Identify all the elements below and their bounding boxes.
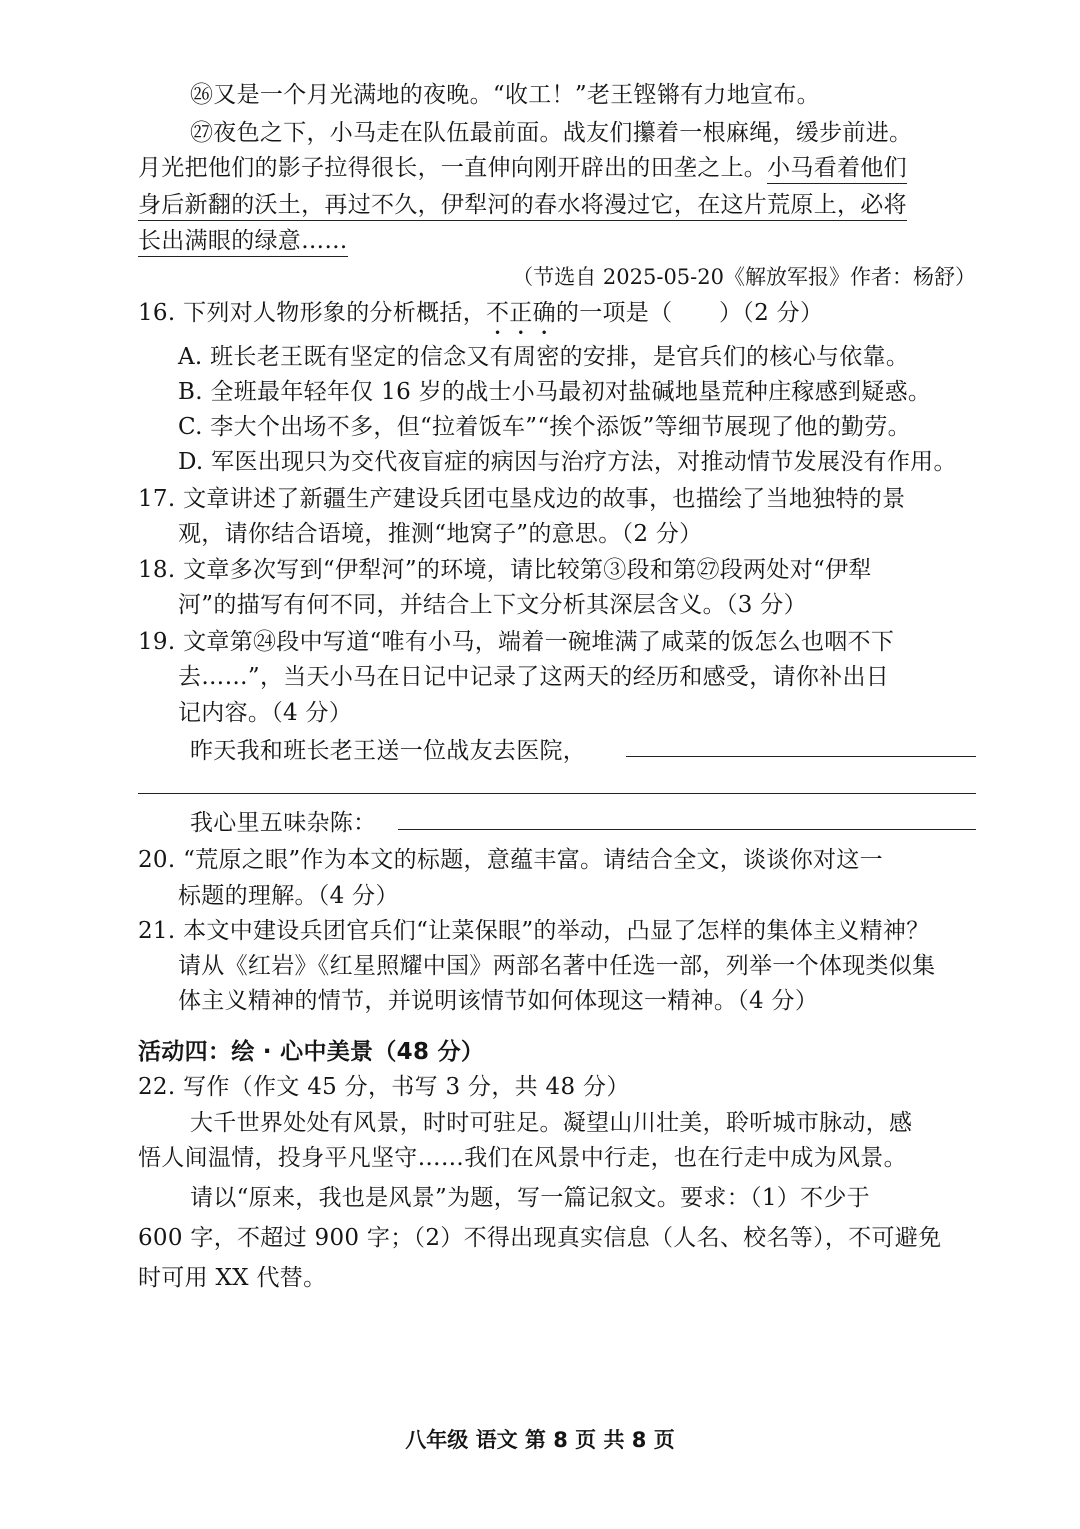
question-16-option-c: C. 李大个出场不多，但“拉着饭车”“挨个添饭”等细节展现了他的勤劳。 — [178, 414, 911, 440]
question-16-stem-end: 的一项是（ ）（2 分） — [555, 300, 824, 326]
underlined-sentence-middle: 身后新翻的沃土，再过不久，伊犁河的春水将漫过它，在这片荒原上，必将 — [138, 192, 907, 221]
essay-intro-line-2: 悟人间温情，投身平凡坚守……我们在风景中行走，也在行走中成为风景。 — [138, 1145, 907, 1171]
question-16-option-b: B. 全班最年轻年仅 16 岁的战士小马最初对盐碱地垦荒种庄稼感到疑惑。 — [178, 379, 932, 405]
essay-intro-line-1: 大千世界处处有风景，时时可驻足。凝望山川壮美，聆听城市脉动，感 — [190, 1110, 913, 1136]
question-19-line-1: 19. 文章第㉔段中写道“唯有小马，端着一碗堆满了咸菜的饭怎么也咽不下 — [138, 629, 895, 655]
question-20-line-2: 标题的理解。（4 分） — [178, 883, 399, 909]
paragraph-27-line-2-text: 月光把他们的影子拉得很长，一直伸向刚开辟出的田垄之上。 — [138, 155, 768, 181]
paragraph-27-line-2 — [138, 151, 907, 185]
emphasis-not-correct: 不正确 — [486, 300, 556, 326]
question-19-line-2: 去……”，当天小马在日记中记录了这两天的经历和感受，请你补出日 — [178, 664, 890, 690]
essay-requirement-line-2: 600 字，不超过 900 字；（2）不得出现真实信息（人名、校名等），不可避免 — [138, 1225, 942, 1251]
diary-answer-blank-2[interactable] — [138, 793, 976, 794]
question-16-option-a: A. 班长老王既有坚定的信念又有周密的安排，是官兵们的核心与依靠。 — [178, 344, 910, 370]
question-16-option-d: D. 军医出现只为交代夜盲症的病因与治疗方法，对推动情节发展没有作用。 — [178, 449, 957, 475]
paragraph-26: ㉖又是一个月光满地的夜晚。“收工！”老王铿锵有力地宣布。 — [190, 82, 820, 108]
diary-start-line — [190, 734, 586, 768]
diary-feeling-text: 我心里五味杂陈： — [190, 810, 377, 836]
activity-4-title: 活动四：绘 · 心中美景（48 分） — [138, 1039, 485, 1065]
question-16-stem-text: 16. 下列对人物形象的分析概括， — [138, 300, 486, 326]
question-21-line-1: 21. 本文中建设兵团官兵们“让菜保眼”的举动，凸显了怎样的集体主义精神？ — [138, 918, 930, 944]
diary-answer-blank-3[interactable] — [398, 807, 976, 830]
question-18-line-1: 18. 文章多次写到“伊犁河”的环境，请比较第③段和第㉗段两处对“伊犁 — [138, 557, 872, 583]
diary-answer-blank-1[interactable] — [626, 734, 976, 757]
essay-requirement-line-3: 时可用 XX 代替。 — [138, 1265, 327, 1291]
question-16-stem — [138, 296, 823, 340]
underlined-sentence-end: 长出满眼的绿意…… — [138, 228, 348, 257]
question-19-line-3: 记内容。（4 分） — [178, 700, 353, 726]
paragraph-27-line-1: ㉗夜色之下，小马走在队伍最前面。战友们攥着一根麻绳，缓步前进。 — [190, 120, 913, 146]
underlined-sentence-start: 小马看着他们 — [767, 155, 907, 184]
paragraph-27-line-4 — [138, 224, 348, 258]
diary-feeling-line — [190, 806, 376, 840]
diary-start-text: 昨天我和班长老王送一位战友去医院， — [190, 738, 587, 764]
question-22-title: 22. 写作（作文 45 分，书写 3 分，共 48 分） — [138, 1074, 630, 1100]
paragraph-27-line-3 — [138, 188, 907, 222]
question-20-line-1: 20. “荒原之眼”作为本文的标题，意蕴丰富。请结合全文，谈谈你对这一 — [138, 847, 883, 873]
page-footer: 八年级 语文 第 8 页 共 8 页 — [405, 1428, 675, 1452]
essay-requirement-line-1: 请以“原来，我也是风景”为题，写一篇记叙文。要求：（1）不少于 — [190, 1185, 870, 1211]
question-17-line-1: 17. 文章讲述了新疆生产建设兵团屯垦戍边的故事，也描绘了当地独特的景 — [138, 486, 906, 512]
question-18-line-2: 河”的描写有何不同，并结合上下文分析其深层含义。（3 分） — [178, 592, 807, 618]
passage-source: （节选自 2025-05-20《解放军报》作者：杨舒） — [512, 265, 976, 289]
question-21-line-2: 请从《红岩》《红星照耀中国》两部名著中任选一部，列举一个体现类似集 — [178, 953, 936, 979]
question-17-line-2: 观，请你结合语境，推测“地窝子”的意思。（2 分） — [178, 521, 703, 547]
question-21-line-3: 体主义精神的情节，并说明该情节如何体现这一精神。（4 分） — [178, 988, 819, 1014]
